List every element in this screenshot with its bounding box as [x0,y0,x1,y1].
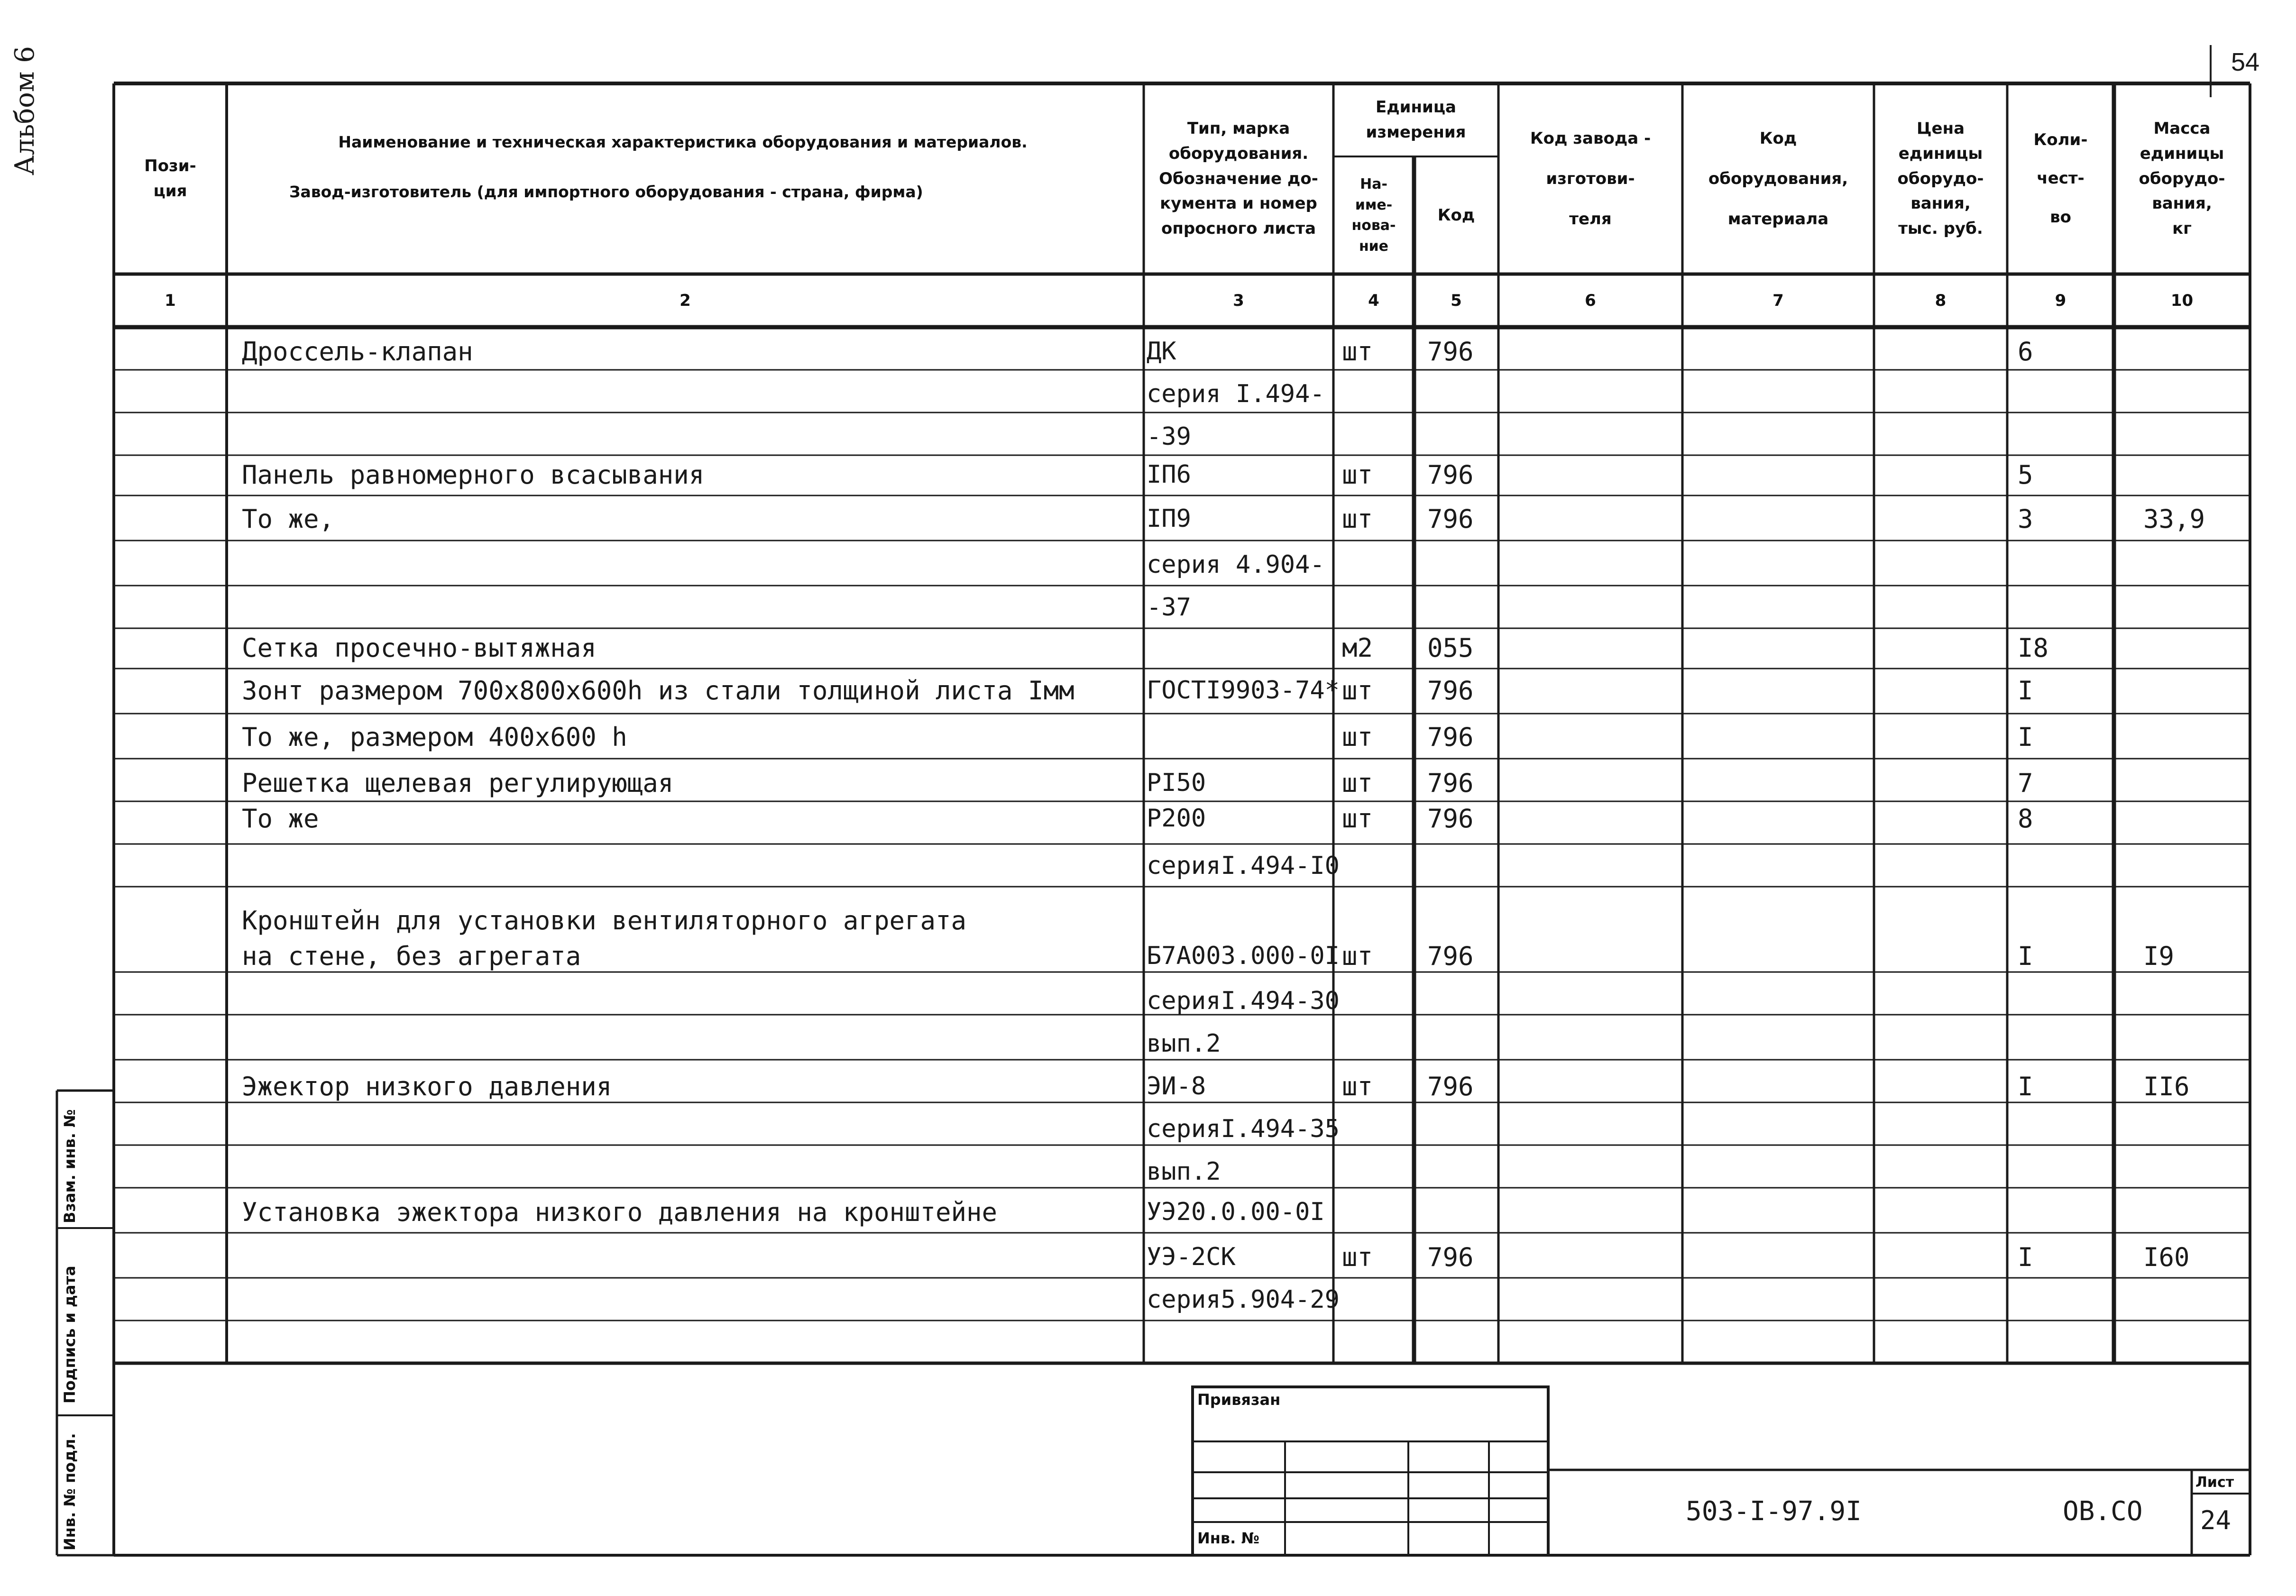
row-name: То же, размером 400x600 h [242,722,627,752]
row-unit: м2 [1342,633,1373,663]
header-price: Цена единицы оборудо- вания, тыс. руб. [1897,119,1984,238]
row-type: ДК [1147,337,1176,366]
sheet-number: 24 [2200,1505,2232,1535]
row-type: серия 4.904- [1147,550,1325,579]
colnum-8: 8 [1935,291,1947,310]
row-quantity: 5 [2018,460,2033,490]
colnum-2: 2 [680,291,691,310]
row-quantity: I [2018,722,2033,752]
row-type: IП6 [1147,460,1191,489]
colnum-9: 9 [2055,291,2066,310]
row-quantity: 7 [2018,768,2033,798]
stamp-privyazan: Привязан [1197,1391,1281,1409]
row-type: серия5.904-29 [1147,1285,1340,1314]
row-name: Решетка щелевая регулирующая [242,768,674,798]
row-quantity: I [2018,1242,2033,1272]
stamp-inv-no: Инв. № [1197,1529,1259,1548]
colnum-1: 1 [165,291,176,310]
row-name: Эжектор низкого давления [242,1072,612,1101]
header-type: Тип, марка оборудования. Обозначение до- кумента и номер опросного листа [1159,119,1318,238]
row-code: 796 [1427,768,1474,798]
row-type: УЭ20.0.00-0I [1147,1198,1325,1226]
row-unit: шт [1342,722,1373,752]
row-type: серияI.494-35 [1147,1115,1340,1143]
row-quantity: I8 [2018,633,2049,663]
row-code: 796 [1427,804,1474,834]
row-unit: шт [1342,941,1373,971]
row-code: 796 [1427,722,1474,752]
row-name: Зонт размером 700x800x600h из стали толщиной листа Iмм [242,676,1075,706]
row-name: Установка эжектора низкого давления на кронштейне [242,1197,998,1227]
row-mass: I9 [2143,941,2175,971]
header-quantity: Коли- чест- во [2033,130,2088,227]
row-code: 796 [1427,676,1474,706]
row-type: IП9 [1147,504,1191,533]
row-name: То же [242,804,319,834]
row-mass: 33,9 [2143,504,2205,534]
row-name: Сетка просечно-вытяжная [242,633,597,663]
header-unit-code: Код [1437,205,1475,225]
colnum-6: 6 [1585,291,1596,310]
header-mass: Масса единицы оборудо- вания, кг [2139,119,2225,238]
row-quantity: 8 [2018,804,2033,834]
header-unit-name: На- име- нова- ние [1351,176,1396,255]
row-code: 055 [1427,633,1474,663]
row-unit: шт [1342,504,1373,534]
page-number: 54 [2231,48,2260,76]
colnum-3: 3 [1233,291,1244,310]
colnum-10: 10 [2170,291,2194,310]
album-label: Альбом 6 [9,46,40,175]
row-type: серия I.494- [1147,380,1325,408]
row-code: 796 [1427,1242,1474,1272]
row-code: 796 [1427,460,1474,490]
row-type: вып.2 [1147,1157,1221,1186]
row-name: Панель равномерного всасывания [242,460,705,490]
row-mass: II6 [2143,1072,2190,1101]
row-type: серияI.494-30 [1147,987,1340,1015]
row-type: ГОСТI9903-74* [1147,676,1340,705]
row-type: УЭ-2СК [1147,1243,1236,1271]
row-type: серияI.494-I0 [1147,852,1340,880]
header-equipment-code: Код оборудования, материала [1708,128,1848,229]
row-unit: шт [1342,1072,1373,1101]
colnum-5: 5 [1451,291,1462,310]
row-quantity: I [2018,1072,2033,1101]
row-type: P200 [1147,804,1206,833]
row-code: 796 [1427,941,1474,971]
row-type: -37 [1147,593,1191,622]
header-position: Пози- ция [144,156,196,201]
header-name-line1: Наименование и техническая характеристика оборудования и материалов. [338,133,1028,152]
row-mass: I60 [2143,1242,2190,1272]
row-type: PI50 [1147,769,1206,797]
row-name: Кронштейн для установки вентиляторного агрегата [242,906,967,936]
side-label-vzam-inv: Взам. инв. № [61,1109,79,1223]
row-name: То же, [242,504,335,534]
row-code: 796 [1427,504,1474,534]
row-unit: шт [1342,337,1373,367]
doc-code: 503-I-97.9I [1686,1496,1862,1527]
row-quantity: I [2018,676,2033,706]
row-unit: шт [1342,460,1373,490]
row-unit: шт [1342,768,1373,798]
row-name: на стене, без агрегата [242,941,581,971]
doc-mark: ОВ.СО [2063,1496,2143,1527]
side-label-inv-podl: Инв. № подл. [61,1433,79,1550]
row-unit: шт [1342,1242,1373,1272]
colnum-7: 7 [1773,291,1784,310]
side-label-signature-date: Подпись и дата [61,1266,79,1403]
row-code: 796 [1427,1072,1474,1101]
row-type: ЭИ-8 [1147,1072,1206,1101]
row-quantity: I [2018,941,2033,971]
row-type: Б7А003.000-0I [1147,942,1340,970]
row-name: Дроссель-клапан [242,337,473,367]
sheet-label: Лист [2195,1474,2234,1491]
header-factory-code: Код завода - изготови- теля [1530,128,1651,229]
row-unit: шт [1342,676,1373,706]
colnum-4: 4 [1368,291,1379,310]
row-type: вып.2 [1147,1029,1221,1058]
header-unit-group: Единица измерения [1366,98,1466,142]
row-quantity: 6 [2018,337,2033,367]
row-code: 796 [1427,337,1474,367]
header-name-line2: Завод-изготовитель (для импортного оборудования - страна, фирма) [289,183,923,202]
row-quantity: 3 [2018,504,2033,534]
row-type: -39 [1147,422,1191,451]
row-unit: шт [1342,804,1373,834]
